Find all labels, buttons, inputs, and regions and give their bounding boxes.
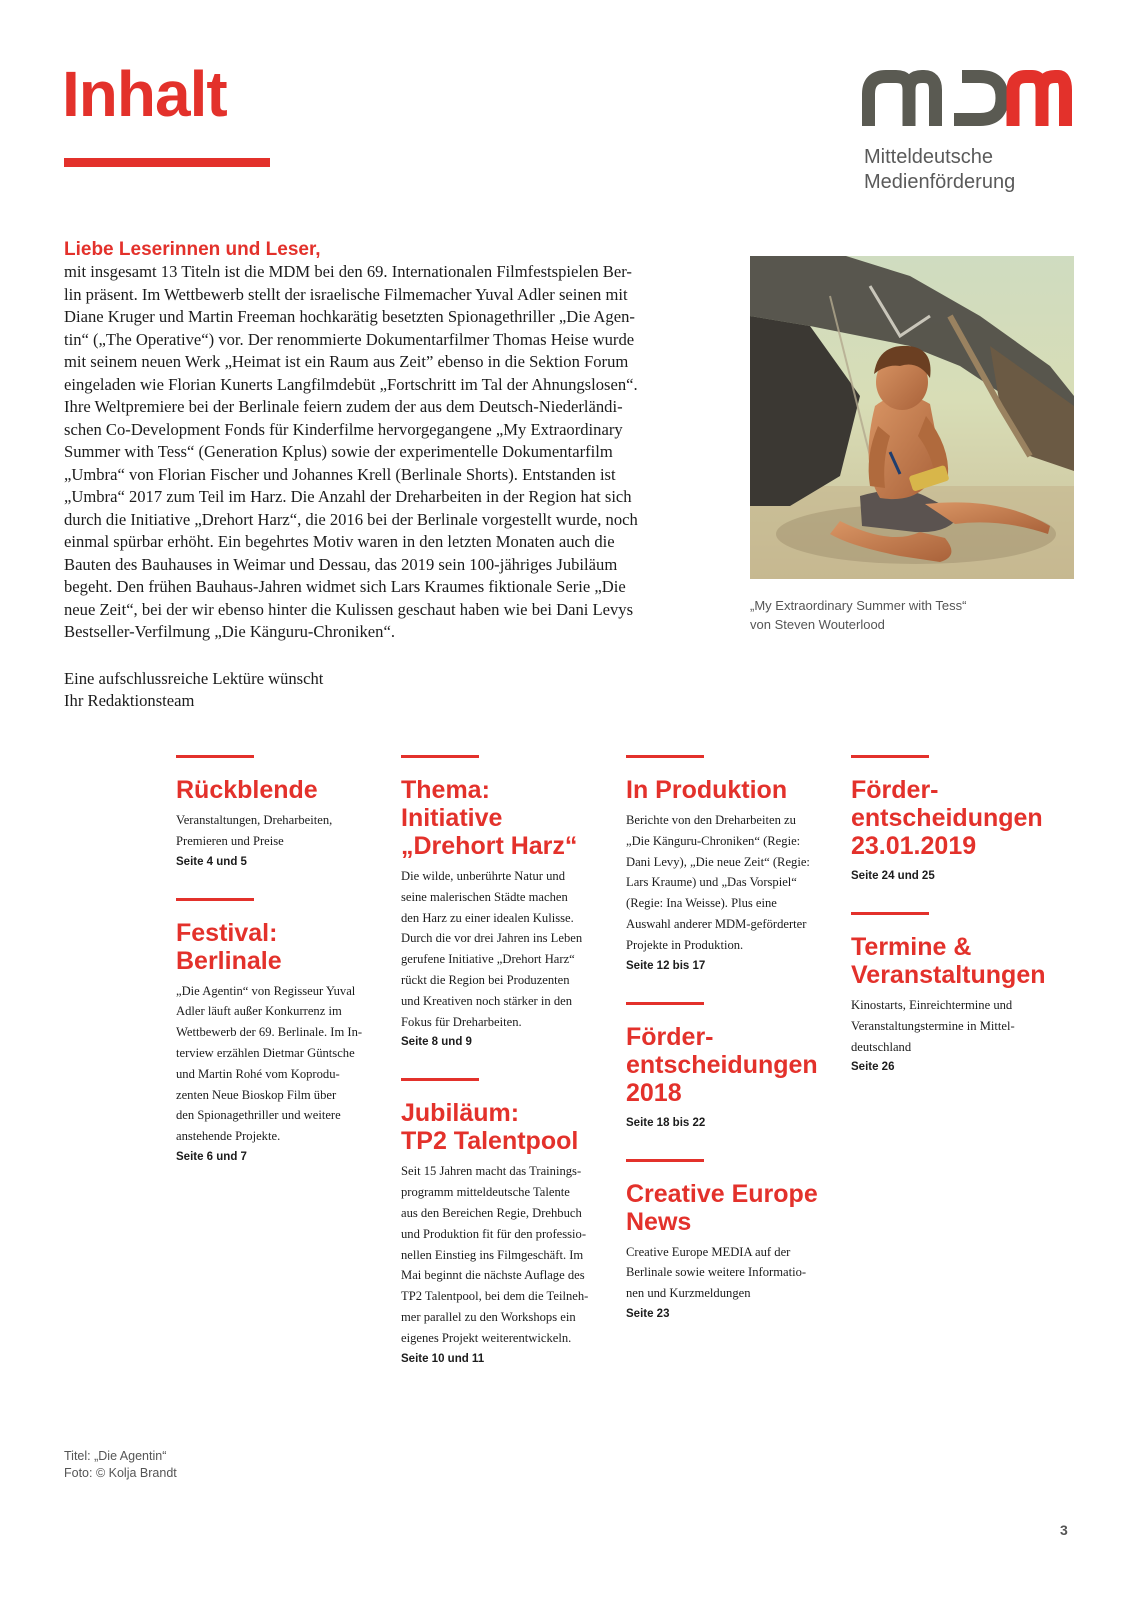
toc-entry[interactable] <box>401 1078 609 1368</box>
toc-entry[interactable] <box>401 755 609 1052</box>
toc-description-line: seine malerischen Städte machen <box>401 889 568 904</box>
toc-description-line: und Produktion fit für den professio- <box>401 1226 587 1241</box>
toc-description <box>626 1242 834 1304</box>
intro-line: durch die Initiative „Drehort Harz“, die 2016 bei der Berlinale vorgestellt wurde, noch <box>64 509 638 529</box>
toc-page-ref[interactable]: Seite 8 und 9 <box>401 1036 472 1049</box>
intro-line: eingeladen wie Florian Kunerts Langfilmdebüt „Fortschritt im Tal der Ahnungslosen“. <box>64 374 638 394</box>
toc-description-line: Wettbewerb der 69. Berlinale. Im In- <box>176 1025 363 1040</box>
logo-name-line: Mitteldeutsche <box>864 146 993 168</box>
intro-line: mit insgesamt 13 Titeln ist die MDM bei den 69. Internationalen Filmfestspielen Ber- <box>64 262 632 281</box>
logo-name <box>864 145 1015 195</box>
toc-entry[interactable] <box>176 898 384 1167</box>
toc-description-line: Auswahl anderer MDM-geförderter <box>626 916 807 931</box>
photo-caption <box>750 596 966 634</box>
section-rule <box>176 898 254 901</box>
toc-title-line: News <box>626 1207 692 1236</box>
toc-title-line: Thema: <box>401 776 490 804</box>
toc-description-line: rückt die Region bei Produzenten <box>401 972 570 987</box>
intro-line: lin präsent. Im Wettbewerb stellt der israelische Filmemacher Yuval Adler seinen mit <box>64 284 628 304</box>
toc-entry[interactable] <box>176 755 384 872</box>
toc-description-line: deutschland <box>851 1039 912 1054</box>
photo-caption-line: „My Extraordinary Summer with Tess“ <box>750 598 967 613</box>
page-number: 3 <box>1060 1522 1068 1538</box>
toc-description-line: TP2 Talentpool, bei dem die Teilneh- <box>401 1289 589 1304</box>
toc-description-line: Adler läuft außer Konkurrenz im <box>176 1004 342 1019</box>
toc-title-line: entscheidungen <box>851 804 1043 832</box>
toc-title <box>626 776 834 804</box>
toc-description-line: Berlinale sowie weitere Informatio- <box>626 1265 807 1280</box>
toc-description-line: „Die Agentin“ von Regisseur Yuval <box>176 983 356 998</box>
toc-description-line: Projekte in Produktion. <box>626 937 744 952</box>
toc-page-ref[interactable]: Seite 10 und 11 <box>401 1352 485 1365</box>
toc-description-line: gerufene Initiative „Drehort Harz“ <box>401 952 575 967</box>
toc-page-ref[interactable]: Seite 24 und 25 <box>851 870 935 882</box>
greeting: Liebe Leserinnen und Leser, <box>64 239 321 260</box>
toc-page-ref[interactable]: Seite 26 <box>851 1061 895 1074</box>
toc-description-line: programm mitteldeutsche Talente <box>401 1185 570 1200</box>
closing <box>64 668 686 713</box>
toc-description <box>851 995 1059 1057</box>
toc-title <box>401 1099 609 1155</box>
toc-column <box>851 755 1059 1103</box>
toc-title-line: Termine & <box>851 933 972 961</box>
toc-description-line: Berichte von den Dreharbeiten zu <box>626 813 796 827</box>
toc-description-line: Dani Levy), „Die neue Zeit“ (Regie: <box>626 854 810 869</box>
intro-line: Ihre Weltpremiere bei der Berlinale feiern zudem der aus dem Deutsch-Niederländi- <box>64 397 623 416</box>
toc-title <box>626 1023 834 1107</box>
toc-title <box>851 776 1059 860</box>
mdm-logo <box>862 70 1072 126</box>
intro-line: neue Zeit“, bei der wir ebenso hinter die Kulissen geschaut haben wie bei Dani Levys <box>64 599 634 619</box>
toc-page-ref[interactable]: Seite 12 bis 17 <box>626 959 706 972</box>
intro-line: einmal spürbar erhöht. Ein begehrtes Motiv waren in den letzten Monaten auch die <box>64 532 615 551</box>
toc-description-line: Fokus für Dreharbeiten. <box>401 1014 522 1029</box>
toc-description-line: zenten Neue Bioskop Film über <box>176 1087 337 1102</box>
toc-description <box>626 810 834 956</box>
intro-line: Diane Kruger und Martin Freeman hochkarätig besetzten Spionagethriller „Die Agen- <box>64 307 635 326</box>
toc-title-line: Jubiläum: <box>401 1099 520 1128</box>
toc-entry[interactable] <box>851 912 1059 1077</box>
intro-line: „Umbra“ von Florian Fischer und Johannes Krell (Berlinale Shorts). Entstanden ist <box>64 464 616 484</box>
intro-line: mit seinem neuen Werk „Heimat ist ein Raum aus Zeit” ebenso in die Sektion Forum <box>64 352 629 371</box>
toc-entry[interactable] <box>851 755 1059 886</box>
toc-description-line: Mai beginnt die nächste Auflage des <box>401 1268 585 1283</box>
toc-title-line: Förder- <box>626 1022 714 1051</box>
toc-description-line: Seit 15 Jahren macht das Trainings- <box>401 1164 582 1179</box>
toc-column <box>176 755 384 1193</box>
section-rule <box>851 912 929 915</box>
toc-title-line: Förder- <box>851 776 939 804</box>
section-rule <box>401 1078 479 1081</box>
toc-title-line: Creative Europe <box>626 1179 818 1208</box>
intro-line: schen Co-Development Fonds für Kinderfilme hervorgegangene „My Extraordinary <box>64 419 623 439</box>
toc-entry[interactable] <box>626 755 834 976</box>
toc-description-line: anstehende Projekte. <box>176 1129 281 1144</box>
toc-description <box>176 981 384 1147</box>
toc-description <box>176 810 384 852</box>
intro-letter <box>64 239 686 713</box>
toc-title-line: 23.01.2019 <box>851 832 977 860</box>
intro-line: Bestseller-Verfilmung „Die Känguru-Chroniken“. <box>64 622 395 641</box>
section-rule <box>176 755 254 758</box>
toc-title <box>851 933 1059 989</box>
toc-description-line: den Spionagethriller und weitere <box>176 1108 341 1123</box>
toc-description-line: eigenes Projekt weiterentwickeln. <box>401 1330 572 1345</box>
toc-page-ref[interactable]: Seite 4 und 5 <box>176 855 247 868</box>
toc-title-line: Rückblende <box>176 776 318 804</box>
toc-title-line: Initiative <box>401 804 503 832</box>
toc-description-line: Kinostarts, Einreichtermine und <box>851 998 1013 1012</box>
toc-title-line: In Produktion <box>626 776 788 804</box>
section-rule <box>401 755 479 758</box>
credit-line: Foto: © Kolja Brandt <box>64 1466 177 1480</box>
toc-description-line: Lars Kraume) und „Das Vorspiel“ <box>626 875 797 890</box>
intro-line: Bauten des Bauhauses in Weimar und Dessau, das 2019 sein 100-jähriges Jubiläum <box>64 554 618 574</box>
closing-line: Eine aufschlussreiche Lektüre wünscht <box>64 668 324 688</box>
toc-title <box>176 776 384 804</box>
toc-title-line: Festival: <box>176 918 278 947</box>
toc-title <box>176 919 384 975</box>
toc-description <box>401 866 609 1032</box>
toc-description-line: Veranstaltungstermine in Mittel- <box>851 1018 1015 1033</box>
toc-page-ref[interactable]: Seite 18 bis 22 <box>626 1116 706 1129</box>
page-title: Inhalt <box>62 58 227 130</box>
toc-description-line: und Martin Rohé vom Koprodu- <box>176 1066 340 1081</box>
credit-line: Titel: „Die Agentin“ <box>64 1449 167 1463</box>
toc-entry[interactable] <box>626 1159 834 1324</box>
logo-name-line: Medienförderung <box>864 171 1016 193</box>
toc-title-line: „Drehort Harz“ <box>401 832 578 860</box>
toc-title-line: entscheidungen <box>626 1050 818 1079</box>
section-rule <box>851 755 929 758</box>
toc-description <box>401 1161 609 1348</box>
toc-description-line: „Die Känguru-Chroniken“ (Regie: <box>626 833 801 848</box>
toc-description-line: (Regie: Ina Weisse). Plus eine <box>626 896 777 911</box>
toc-column <box>626 755 834 1350</box>
toc-description-line: und Kreativen noch stärker in den <box>401 993 573 1008</box>
cover-credits <box>64 1448 177 1482</box>
intro-line: „Umbra“ 2017 zum Teil im Harz. Die Anzahl der Dreharbeiten in der Region hat sich <box>64 487 632 506</box>
section-rule <box>626 1159 704 1162</box>
title-underline <box>64 158 270 167</box>
toc-description-line: Durch die vor drei Jahren ins Leben <box>401 931 583 946</box>
intro-line: Summer with Tess“ (Generation Kplus) sowie der experimentelle Dokumentarfilm <box>64 442 613 461</box>
toc-description-line: nen und Kurzmeldungen <box>626 1286 751 1301</box>
toc-entry[interactable] <box>626 1002 834 1133</box>
toc-description-line: Veranstaltungen, Dreharbeiten, <box>176 813 333 827</box>
toc-description-line: nellen Einstieg ins Filmgeschäft. Im <box>401 1247 584 1262</box>
section-rule <box>626 1002 704 1005</box>
toc-description-line: mer parallel zu den Workshops ein <box>401 1309 576 1324</box>
intro-body <box>64 261 686 644</box>
toc-column <box>401 755 609 1395</box>
intro-line: begeht. Den frühen Bauhaus-Jahren widmet sich Lars Kraumes fiktionale Serie „Die <box>64 577 626 596</box>
toc-description-line: Premieren und Preise <box>176 833 284 848</box>
toc-title-line: Berlinale <box>176 946 282 975</box>
section-rule <box>626 755 704 758</box>
toc-title-line: TP2 Talentpool <box>401 1127 579 1156</box>
toc-description-line: Creative Europe MEDIA auf der <box>626 1244 791 1259</box>
toc-description-line: Die wilde, unberührte Natur und <box>401 869 566 883</box>
toc-description-line: den Harz zu einer idealen Kulisse. <box>401 910 574 925</box>
toc-description-line: aus den Bereichen Regie, Drehbuch <box>401 1205 582 1220</box>
intro-line: tin“ („The Operative“) vor. Der renommierte Dokumentarfilmer Thomas Heise wurde <box>64 329 635 349</box>
toc-page-ref[interactable]: Seite 6 und 7 <box>176 1150 247 1163</box>
toc-description-line: terview erzählen Dietmar Güntsche <box>176 1045 355 1060</box>
photo-caption-line: von Steven Wouterlood <box>750 617 885 632</box>
toc-title <box>401 776 609 860</box>
toc-title-line: 2018 <box>626 1078 682 1107</box>
toc-title <box>626 1180 834 1236</box>
signature: Ihr Redaktionsteam <box>64 691 195 710</box>
toc-page-ref[interactable]: Seite 23 <box>626 1307 670 1320</box>
toc-title-line: Veranstaltungen <box>851 961 1046 989</box>
cover-photo <box>750 256 1074 579</box>
